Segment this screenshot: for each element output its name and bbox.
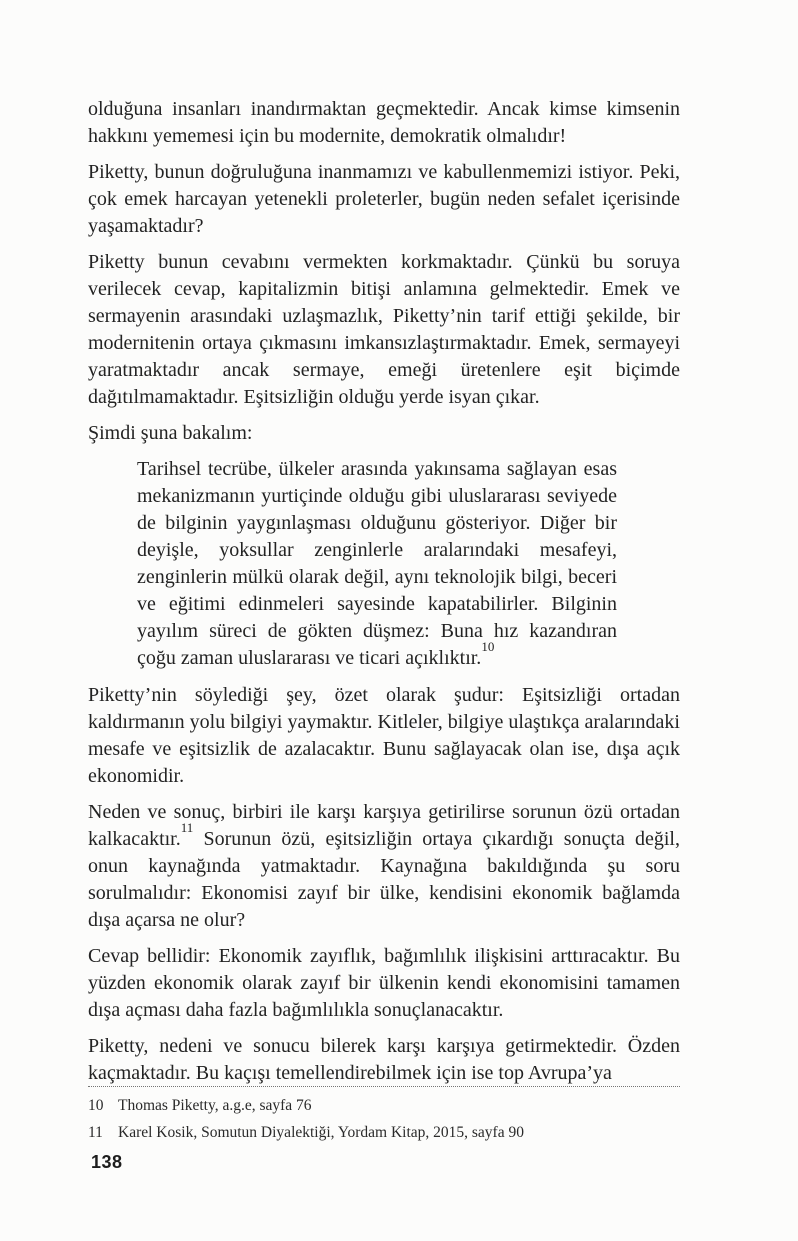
footnote-ref-10: 10 — [481, 638, 495, 654]
paragraph-3: Piketty bunun cevabını vermekten korkmaktadır. Çünkü bu soruya verilecek cevap, kapitalizmin bitişi anlamına gelmektedir. Emek ve sermayenin arasındaki uzlaşmazlık, Piketty’nin tarif ettiği şekilde, bir modernitenin ortaya çıkmasını imkansızlaştırmaktadır. Emek, sermayeyi yaratmaktadır ancak sermaye, emeği üretenlere eşit biçimde dağıtılmamaktadır. Eşitsizliğin olduğu yerde isyan çıkar. — [88, 251, 680, 408]
paragraph-5: Piketty’nin söylediği şey, özet olarak şudur: Eşitsizliği ortadan kaldırmanın yolu bilgiyi yaymaktır. Kitleler, bilgiye ulaştıkça aralarındaki mesafe ve eşitsizlik de azalacaktır. Bunu sağlayacak olan ise, dışa açık ekonomidir. — [88, 684, 680, 787]
paragraph-6-part2: Sorunun özü, eşitsizliğin ortaya çıkardığı sonuçta değil, onun kaynağında yatmaktadır. Kaynağına bakıldığında şu soru sorulmalıdır: Ekonomisi zayıf bir ülke, kendisini ekonomik bağlamda dışa açarsa ne olur? — [88, 828, 680, 931]
paragraph-6-part1: Neden ve sonuç, birbiri ile karşı karşıya getirilirse sorunun özü ortadan kalkacaktır. — [88, 801, 680, 850]
paragraph-4-lead-in: Şimdi şuna bakalım: — [88, 422, 253, 444]
paragraph-2: Piketty, bunun doğruluğuna inanmamızı ve kabullenmemizi istiyor. Peki, çok emek harcayan yetenekli proleterler, bugün neden sefalet içerisinde yaşamaktadır? — [88, 161, 680, 237]
paragraph-7: Cevap bellidir: Ekonomik zayıflık, bağımlılık ilişkisini arttıracaktır. Bu yüzden ekonomik olarak zayıf bir ülkenin kendi ekonomisini tamamen dışa açması daha fazla bağımlılıkla sonuçlanacaktır. — [88, 945, 680, 1021]
block-quote — [137, 456, 617, 672]
footnote-10-number: 10 — [88, 1097, 104, 1114]
text-column — [88, 96, 680, 1096]
paragraph-6 — [88, 799, 680, 934]
footnote-11 — [88, 1120, 680, 1147]
paragraph-8: Piketty, nedeni ve sonucu bilerek karşı karşıya getirmektedir. Özden kaçmaktadır. Bu kaçışı temellendirebilmek için ise top Avrupa’ya — [88, 1035, 680, 1084]
footnote-11-text: Karel Kosik, Somutun Diyalektiği, Yordam Kitap, 2015, sayfa 90 — [118, 1123, 524, 1141]
footnote-10-text: Thomas Piketty, a.g.e, sayfa 76 — [118, 1097, 312, 1114]
block-quote-text: Tarihsel tecrübe, ülkeler arasında yakınsama sağlayan esas mekanizmanın yurtiçinde olduğu gibi uluslararası seviyede de bilginin yaygınlaşması olduğunu gösteriyor. Diğer bir deyişle, yoksullar zenginlerle aralarındaki mesafeyi, zenginlerin mülkü olarak değil, aynı teknolojik bilgi, beceri ve eğitimi edinmeleri sayesinde kapatabilirler. Bilginin yayılım süreci de gökten düşmez: Buna hız kazandıran çoğu zaman uluslararası ve ticari açıklıktır. — [137, 458, 617, 669]
page-footer — [88, 1086, 680, 1146]
footnote-ref-11: 11 — [180, 819, 194, 835]
footnote-separator — [88, 1086, 680, 1087]
page-number: 138 — [91, 1152, 123, 1172]
footnote-11-number: 11 — [88, 1123, 103, 1141]
paragraph-1: olduğuna insanları inandırmaktan geçmektedir. Ancak kimse kimsenin hakkını yememesi için bu modernite, demokratik olmalıdır! — [88, 98, 680, 147]
footnote-10 — [88, 1093, 680, 1120]
